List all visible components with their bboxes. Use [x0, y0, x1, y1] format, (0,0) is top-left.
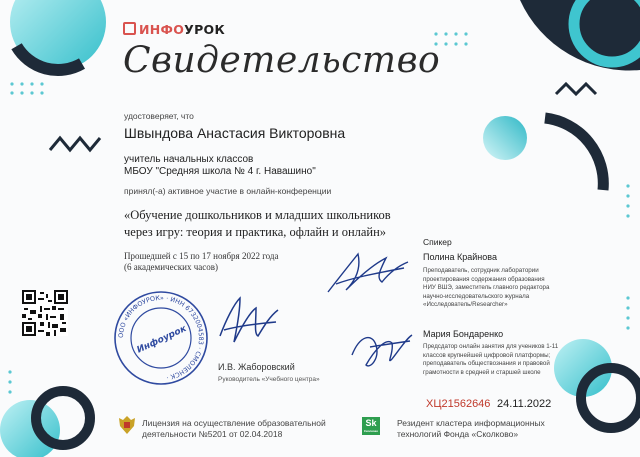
speakers-label: Спикер	[423, 237, 452, 247]
dots-top-left	[10, 82, 43, 94]
license-text: Лицензия на осуществление образовательной деятельности №5201 от 02.04.2018	[142, 418, 326, 439]
stamp-ring-text: ООО «ИНФОУРОК» · ИНН 6732004583 · СМОЛЕНСК ·	[116, 293, 206, 382]
dots-right-vertical	[626, 184, 629, 329]
organization-stamp	[113, 290, 209, 386]
certificate-code: ХЦ21562646	[426, 398, 491, 410]
certifies-text: удостоверяет, что	[124, 111, 194, 121]
stamp-center-text: Инфоурок	[135, 323, 189, 356]
speaker-name: Полина Крайнова	[423, 252, 497, 262]
certificate-date: 24.11.2022	[497, 398, 552, 410]
participation-text: принял(-а) активное участие в онлайн-конференции	[124, 186, 332, 196]
speaker-signature-2	[346, 325, 416, 375]
skolkovo-logo: Sk Сколково	[363, 418, 379, 433]
recipient-name: Швындова Анастасия Викторовна	[124, 125, 346, 141]
speaker-card	[423, 329, 558, 377]
speaker-card	[423, 252, 549, 310]
infourok-logo: ИНФОУРОК	[123, 22, 225, 37]
zigzag-top-right	[556, 84, 596, 94]
teal-circle-bottom-left	[0, 400, 60, 457]
zigzag-left	[50, 138, 100, 150]
teal-circle-right	[483, 116, 527, 160]
director-name: И.В. Жаборовский	[218, 362, 295, 372]
director-role: Руководитель «Учебного центра»	[218, 376, 320, 383]
skolkovo-text: Резидент кластера информационных технологий Фонда «Сколково»	[397, 418, 545, 439]
conference-topic: «Обучение дошкольников и младших школьников через игру: теория и практика, офлайн и онлайн»	[124, 208, 391, 239]
dark-arc-right	[545, 118, 603, 190]
conference-period: Прошедшей с 15 по 17 ноября 2022 года (6 академических часов)	[124, 251, 279, 272]
logo-icon	[123, 22, 136, 35]
qr-code[interactable]	[22, 290, 68, 336]
recipient-position: учитель начальных классов	[124, 154, 254, 165]
speaker-name: Мария Бондаренко	[423, 329, 504, 339]
certificate-title: Свидетельство	[123, 40, 441, 81]
russian-emblem-icon	[117, 414, 137, 436]
speaker-description: Предсдатор онлайн занятия для учеников 1-11 классов крупнейшей цифровой платформы; преподаватель обществознания и правовой грамотности в средней и старшей школе	[423, 343, 559, 376]
dots-bottom-left	[8, 370, 11, 393]
director-signature	[214, 292, 284, 352]
recipient-organization: МБОУ "Средняя школа № 4 г. Навашино"	[124, 166, 316, 177]
speaker-description: Преподаватель, сотрудник лаборатории проектирования содержания образования НИУ ВШЭ, заместитель главного редактора научно-исследовательского журнала «Исследователь/Researcher»	[423, 267, 550, 309]
speaker-signature-1	[322, 244, 412, 299]
